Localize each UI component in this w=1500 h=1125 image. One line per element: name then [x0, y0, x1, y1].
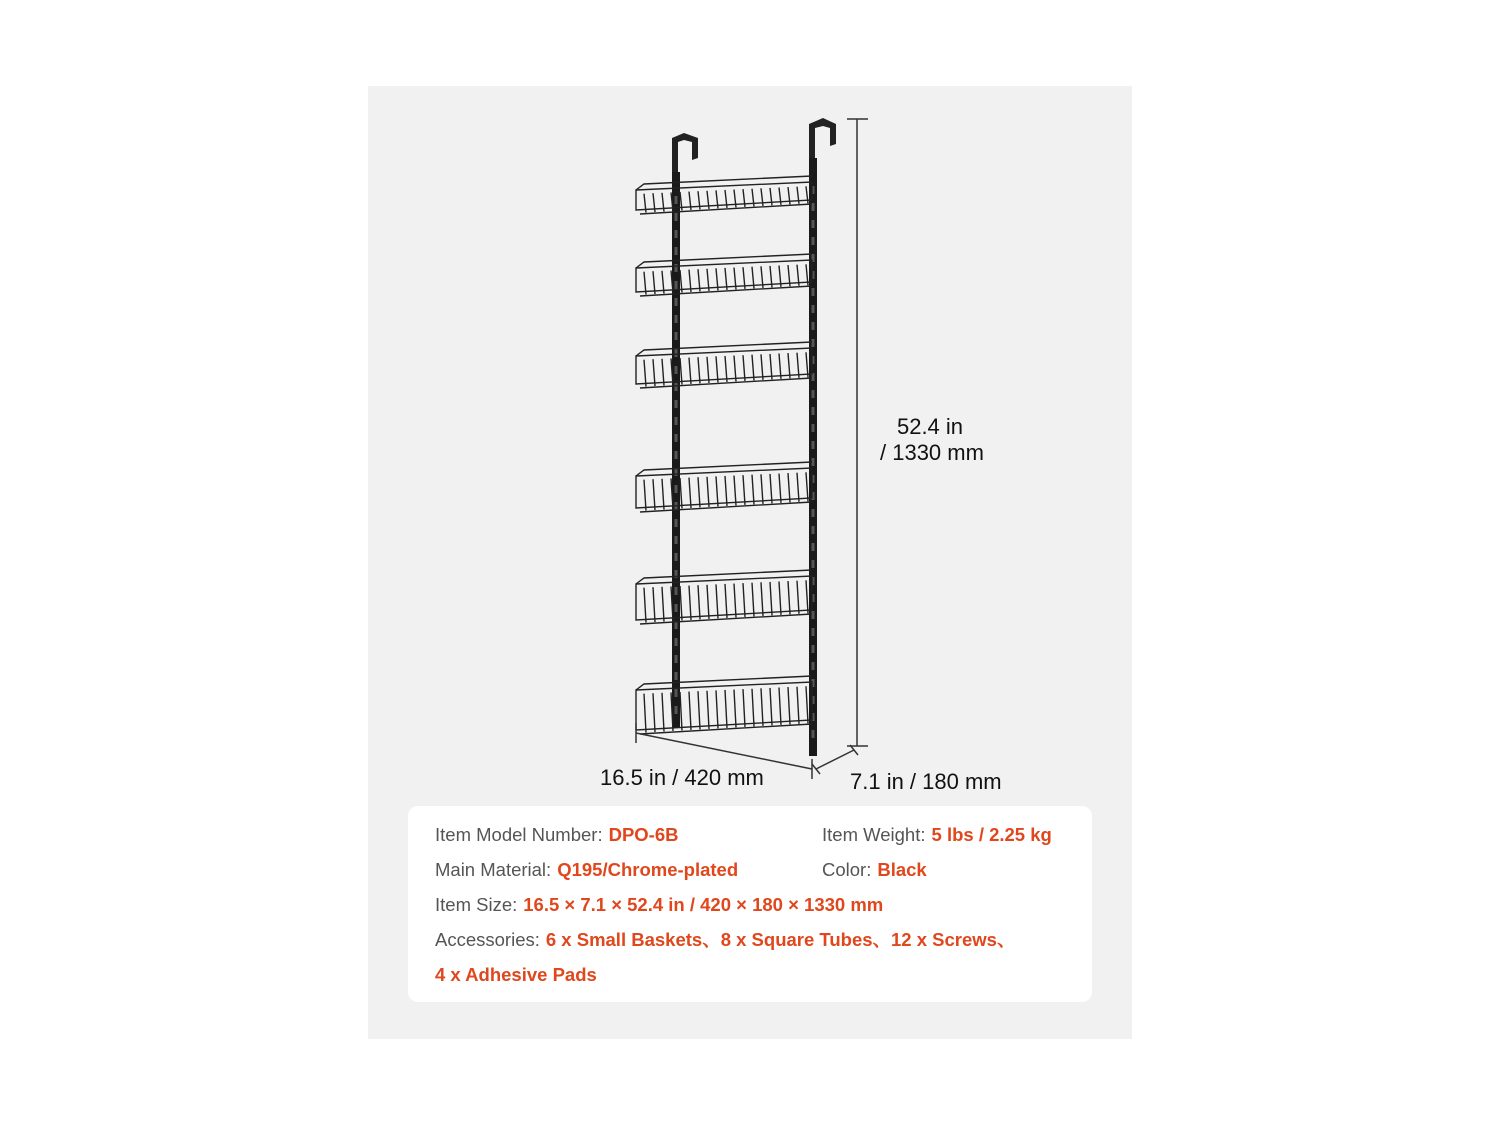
upright-slot — [675, 247, 678, 255]
basket-wire — [680, 586, 682, 621]
upright-slot — [675, 604, 678, 612]
upright-slot — [812, 424, 815, 432]
basket-wire — [761, 354, 763, 380]
basket-group — [636, 176, 812, 734]
rack-diagram — [368, 86, 1132, 806]
height-dimension-line — [847, 119, 868, 746]
basket-wire — [797, 473, 799, 502]
basket-wire — [680, 358, 682, 385]
basket-wire — [698, 585, 700, 619]
upright-slot — [675, 230, 678, 238]
upright-slot — [675, 672, 678, 680]
basket-wire — [707, 691, 709, 729]
upright-slot — [675, 298, 678, 306]
basket-wire — [689, 358, 691, 384]
basket-wire — [770, 474, 772, 503]
basket-wire — [689, 478, 691, 508]
upright-slot — [812, 407, 815, 415]
material-value: Q195/Chrome-plated — [557, 859, 739, 880]
basket-wire — [653, 479, 655, 510]
basket-wire — [752, 689, 754, 727]
upright-slot — [675, 213, 678, 221]
basket-wire — [797, 687, 799, 724]
upright-slot — [812, 526, 815, 534]
basket-wire — [716, 584, 718, 618]
basket-wire — [725, 584, 727, 618]
upright-slot — [675, 587, 678, 595]
weight-row — [822, 823, 1052, 847]
depth-dimension-label: 7.1 in / 180 mm — [850, 769, 1002, 794]
basket-wire — [743, 475, 745, 505]
basket-wire — [653, 359, 655, 386]
width-dimension-label: 16.5 in / 420 mm — [600, 765, 764, 790]
upright-slot — [675, 349, 678, 357]
basket-wire — [761, 474, 763, 504]
basket-wire — [779, 582, 781, 615]
basket-wire — [662, 587, 664, 622]
basket-wire — [770, 688, 772, 725]
basket-wire — [734, 476, 736, 506]
basket-wire — [707, 585, 709, 619]
upright-slot — [675, 536, 678, 544]
basket-wire — [662, 693, 664, 732]
basket-wire — [644, 588, 646, 623]
basket-wire — [716, 690, 718, 728]
material-label: Main Material: — [435, 859, 552, 880]
basket-wire — [680, 478, 682, 509]
basket-wire — [698, 477, 700, 507]
model-number-value: DPO-6B — [608, 824, 679, 845]
upright-slot — [675, 689, 678, 697]
basket-wire — [680, 692, 682, 731]
basket-wire — [752, 583, 754, 617]
basket-wire — [653, 693, 655, 732]
basket-wire — [806, 472, 808, 501]
upright-slot — [675, 281, 678, 289]
upright-slot — [675, 366, 678, 374]
item-size-label: Item Size: — [435, 894, 518, 915]
basket — [636, 342, 812, 388]
basket-wire — [788, 473, 790, 502]
basket-wire — [743, 689, 745, 727]
upright-slot — [812, 288, 815, 296]
upright-slot — [812, 730, 815, 738]
item-size-row — [435, 893, 883, 917]
basket-wire — [743, 583, 745, 617]
upright-slot — [675, 400, 678, 408]
upright-slot — [812, 322, 815, 330]
height-mm: / 1330 mm — [880, 440, 984, 465]
basket-wire — [734, 584, 736, 618]
basket-wire — [797, 581, 799, 614]
basket-wire — [662, 359, 664, 386]
basket-wire — [761, 688, 763, 726]
basket — [636, 570, 812, 624]
upright-slot — [675, 315, 678, 323]
upright-slot — [812, 628, 815, 636]
product-card — [368, 86, 1132, 1039]
basket-wire — [689, 692, 691, 730]
basket-wire — [734, 690, 736, 728]
basket-wire — [698, 691, 700, 729]
color-label: Color: — [822, 859, 872, 880]
upright-slot — [675, 196, 678, 204]
material-row — [435, 858, 738, 882]
basket-wire — [770, 354, 772, 379]
basket-wire — [716, 356, 718, 382]
basket-wire — [689, 586, 691, 620]
weight-label: Item Weight: — [822, 824, 926, 845]
basket-wire — [752, 475, 754, 505]
upright-slot — [812, 220, 815, 228]
upright-slot — [812, 441, 815, 449]
basket-wire — [725, 690, 727, 728]
basket-wire — [662, 479, 664, 510]
upright-slot — [812, 645, 815, 653]
upright-slot — [675, 485, 678, 493]
basket-wire — [644, 694, 646, 733]
accessories-value-continued: 4 x Adhesive Pads — [435, 964, 597, 985]
upright-slot — [675, 519, 678, 527]
basket-wire — [725, 356, 727, 382]
upright-slot — [675, 417, 678, 425]
color-value: Black — [877, 859, 927, 880]
basket-wire — [707, 477, 709, 507]
color-row — [822, 858, 927, 882]
specifications-panel — [408, 806, 1092, 1002]
upright-slot — [812, 509, 815, 517]
upright-slot — [675, 434, 678, 442]
upright-slot — [812, 390, 815, 398]
basket-wire — [770, 582, 772, 615]
basket — [636, 254, 812, 296]
upright-slot — [675, 706, 678, 714]
basket-wire — [644, 360, 646, 387]
basket-wire — [779, 354, 781, 379]
basket — [636, 462, 812, 512]
upright-slot — [812, 305, 815, 313]
basket-wire — [797, 353, 799, 378]
height-inches: 52.4 in — [896, 414, 964, 439]
upright-slot — [812, 611, 815, 619]
basket-wire — [743, 355, 745, 381]
upright-slot — [812, 662, 815, 670]
basket-wire — [734, 356, 736, 382]
basket-wire — [779, 474, 781, 503]
basket-wire — [653, 587, 655, 622]
height-dimension-label — [880, 414, 984, 466]
basket-wire — [788, 581, 790, 614]
upright-slot — [675, 451, 678, 459]
basket-wire — [806, 580, 808, 613]
upright-slot — [675, 638, 678, 646]
upright-slot — [812, 543, 815, 551]
accessories-row-continued — [435, 963, 597, 987]
basket-wire — [779, 688, 781, 725]
upright-slot — [675, 332, 678, 340]
basket-wire — [752, 355, 754, 381]
basket-wire — [725, 476, 727, 506]
upright-slot — [812, 339, 815, 347]
model-number-label: Item Model Number: — [435, 824, 603, 845]
basket-wire — [788, 353, 790, 378]
basket — [636, 176, 812, 214]
model-number-row — [435, 823, 679, 847]
accessories-row — [435, 928, 1015, 952]
upright-slot — [812, 560, 815, 568]
weight-value: 5 lbs / 2.25 kg — [931, 824, 1052, 845]
basket-wire — [806, 686, 808, 723]
upright-slot — [675, 655, 678, 663]
basket-wire — [716, 476, 718, 506]
basket-wire — [806, 352, 808, 377]
basket — [636, 676, 812, 734]
accessories-value: 6 x Small Baskets、8 x Square Tubes、12 x Screws、 — [545, 929, 1016, 950]
item-size-value: 16.5 × 7.1 × 52.4 in / 420 × 180 × 1330 mm — [523, 894, 884, 915]
basket-wire — [788, 687, 790, 724]
basket-wire — [644, 480, 646, 511]
upright-slot — [675, 553, 678, 561]
upright-slot — [675, 264, 678, 272]
upright-slot — [675, 383, 678, 391]
accessories-label: Accessories: — [435, 929, 540, 950]
basket-wire — [707, 357, 709, 383]
basket-wire — [698, 357, 700, 383]
basket-wire — [761, 582, 763, 616]
upright-slot — [812, 237, 815, 245]
